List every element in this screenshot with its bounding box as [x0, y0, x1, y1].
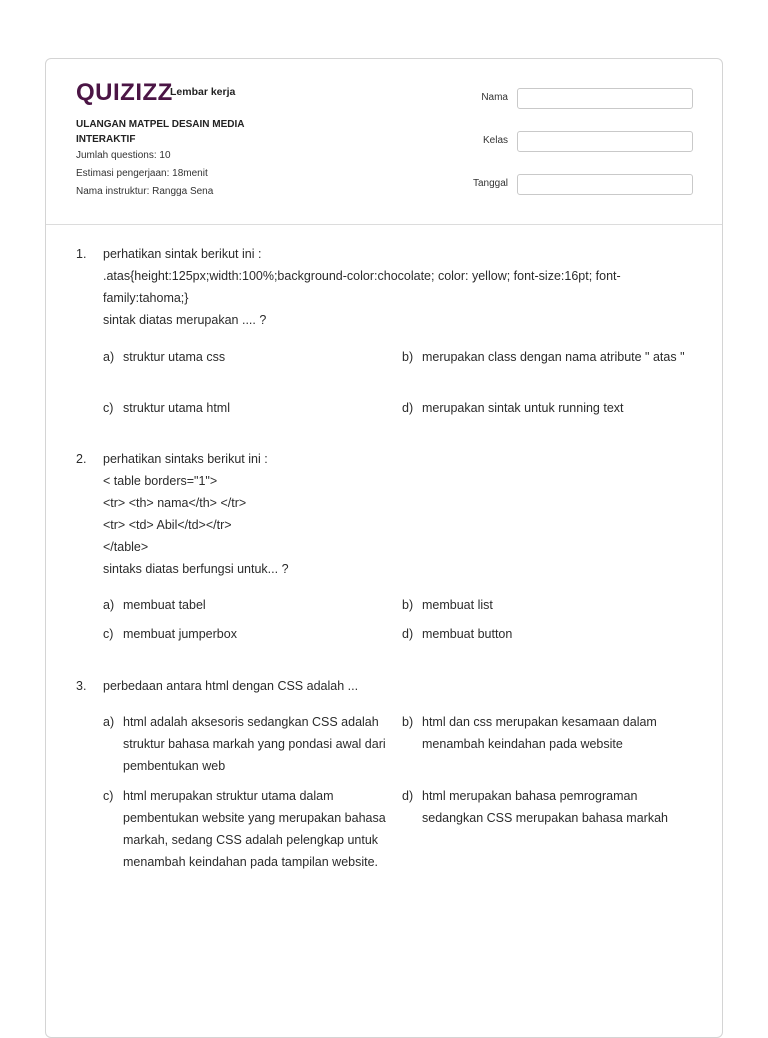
- name-label: Nama: [481, 92, 508, 103]
- questions-count: Jumlah questions: 10: [76, 150, 171, 161]
- quizizz-logo: QUIZIZZ: [76, 79, 173, 106]
- option-letter: d): [402, 401, 414, 415]
- class-label: Kelas: [482, 135, 508, 146]
- option-text: struktur utama html: [123, 401, 230, 415]
- option-text: struktur utama css: [123, 350, 226, 364]
- test-title: ULANGAN MATPEL DESAIN MEDIA INTERAKTIF: [76, 119, 245, 145]
- question-line: sintak diatas merupakan .... ?: [103, 313, 267, 327]
- question-number: 2.: [76, 452, 87, 466]
- question-line: family:tahoma;}: [103, 291, 189, 305]
- option-letter: c): [103, 627, 114, 641]
- option-letter: c): [103, 401, 114, 415]
- question-text: [103, 243, 673, 331]
- date-field[interactable]: [517, 174, 693, 195]
- instructor-name: Nama instruktur: Rangga Sena: [76, 186, 214, 197]
- question-line: <tr> <td> Abil</td></tr>: [103, 518, 232, 532]
- option-letter: b): [402, 715, 414, 729]
- question-text: [103, 448, 673, 580]
- option-text: merupakan class dengan nama atribute " atas ": [422, 350, 685, 364]
- option-text: membuat button: [422, 627, 513, 641]
- estimated-time: Estimasi pengerjaan: 18menit: [76, 168, 208, 179]
- option-letter: b): [402, 598, 414, 612]
- worksheet-page: [45, 58, 723, 1038]
- option-text: membuat tabel: [123, 598, 206, 612]
- option-text: html merupakan struktur utama dalam pembentukan website yang merupakan bahasa markah, sedang CSS adalah pelengkap untuk menambah keindahan pada tampilan website.: [123, 789, 386, 869]
- question-line: .atas{height:125px;width:100%;background-color:chocolate; color: yellow; font-size:16pt; font-: [103, 269, 621, 283]
- name-field[interactable]: [517, 88, 693, 109]
- question-text: [103, 675, 673, 697]
- date-label: Tanggal: [472, 178, 508, 189]
- sheet-label: Lembar kerja: [170, 86, 236, 98]
- question-number: 1.: [76, 247, 87, 261]
- question-line: perbedaan antara html dengan CSS adalah ...: [103, 679, 359, 693]
- option-letter: a): [103, 715, 115, 729]
- question-line: sintaks diatas berfungsi untuk... ?: [103, 562, 289, 576]
- question-line: perhatikan sintak berikut ini :: [103, 247, 262, 261]
- option-letter: b): [402, 350, 414, 364]
- question-line: <tr> <th> nama</th> </tr>: [103, 496, 247, 510]
- option-letter: d): [402, 789, 414, 803]
- class-field[interactable]: [517, 131, 693, 152]
- question-line: </table>: [103, 540, 149, 554]
- worksheet-header: [46, 59, 722, 225]
- option-letter: d): [402, 627, 414, 641]
- option-text: html adalah aksesoris sedangkan CSS adalah struktur bahasa markah yang pondasi awal dari pembentukan web: [123, 715, 386, 773]
- option-text: membuat list: [422, 598, 493, 612]
- option-letter: a): [103, 350, 115, 364]
- option-text: membuat jumperbox: [123, 627, 237, 641]
- option-letter: c): [103, 789, 114, 803]
- option-text: merupakan sintak untuk running text: [422, 401, 624, 415]
- option-text: html dan css merupakan kesamaan dalam menambah keindahan pada website: [422, 715, 657, 751]
- question-number: 3.: [76, 679, 87, 693]
- question-line: perhatikan sintaks berikut ini :: [103, 452, 268, 466]
- option-text: html merupakan bahasa pemrograman sedangkan CSS merupakan bahasa markah: [422, 789, 668, 825]
- option-letter: a): [103, 598, 115, 612]
- question-line: < table borders="1">: [103, 474, 218, 488]
